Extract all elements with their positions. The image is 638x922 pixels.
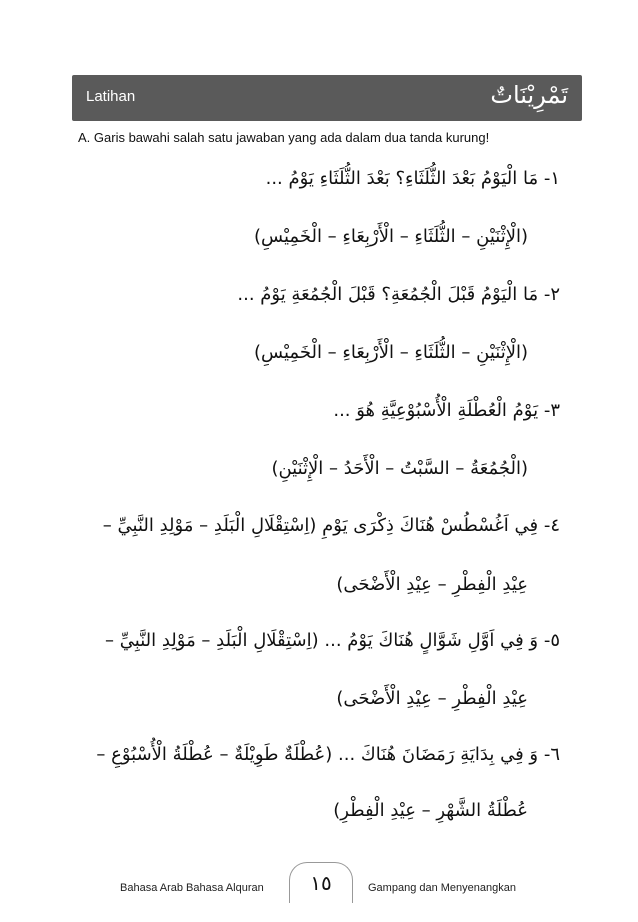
question-5: ٥- وَ فِي اَوَّلِ شَوَّالٍ هُنَاكَ يَوْمُ ... (اِسْتِقْلَالِ الْبَلَدِ – مَوْلِدِ النَّبِيِّ – [105, 630, 560, 651]
page-number-tab [289, 862, 353, 903]
question-4-options: عِيْدِ الْفِطْرِ – عِيْدِ الْأَضْحَى) [336, 574, 528, 595]
instruction-text: A. Garis bawahi salah satu jawaban yang ada dalam dua tanda kurung! [78, 130, 490, 145]
question-2-options: (الْإِثْنَيْنِ – الثُّلَثَاءِ – الْأَرْبِعَاءِ – الْخَمِيْسِ) [254, 342, 528, 363]
question-1-options: (الْإِثْنَيْنِ – الثُّلَثَاءِ – الْأَرْبِعَاءِ – الْخَمِيْسِ) [254, 226, 528, 247]
question-5-options: عِيْدِ الْفِطْرِ – عِيْدِ الْأَضْحَى) [336, 688, 528, 709]
question-4: ٤- فِي اَغُسْطُسْ هُنَاكَ ذِكْرَى يَوْمِ (اِسْتِقْلَالِ الْبَلَدِ – مَوْلِدِ النَّبِيِّ – [102, 515, 560, 536]
header-arabic-title: تَمْرِيْنَاتٌ [490, 81, 568, 109]
header-latihan-label: Latihan [86, 88, 136, 105]
question-3: ٣- يَوْمُ الْعُطْلَةِ الْأُسْبُوْعِيَّةِ هُوَ ... [333, 400, 560, 421]
header-bar [72, 75, 582, 121]
question-2: ٢- مَا الْيَوْمُ قَبْلَ الْجُمُعَةِ؟ قَبْلَ الْجُمُعَةِ يَوْمُ ... [237, 284, 560, 305]
page-number: ١٥ [310, 871, 332, 895]
question-1: ١- مَا الْيَوْمُ بَعْدَ الثُّلَثَاءِ؟ بَعْدَ الثُّلَثَاءِ يَوْمُ ... [265, 168, 560, 189]
footer-left-text: Bahasa Arab Bahasa Alquran [120, 882, 264, 894]
question-6: ٦- وَ فِي بِدَايَةِ رَمَضَانَ هُنَاكَ ... (عُطْلَةٌ طَوِيْلَةٌ – عُطْلَةُ الْأُسْبُوْعِ – [96, 744, 560, 765]
question-6-options: عُطْلَةُ الشَّهْرِ – عِيْدِ الْفِطْرِ) [333, 800, 528, 821]
question-3-options: (الْجُمُعَةُ – السَّبْتُ – الْأَحَدُ – الْإِثْنَيْنِ) [271, 458, 528, 479]
footer-right-text: Gampang dan Menyenangkan [368, 882, 516, 894]
